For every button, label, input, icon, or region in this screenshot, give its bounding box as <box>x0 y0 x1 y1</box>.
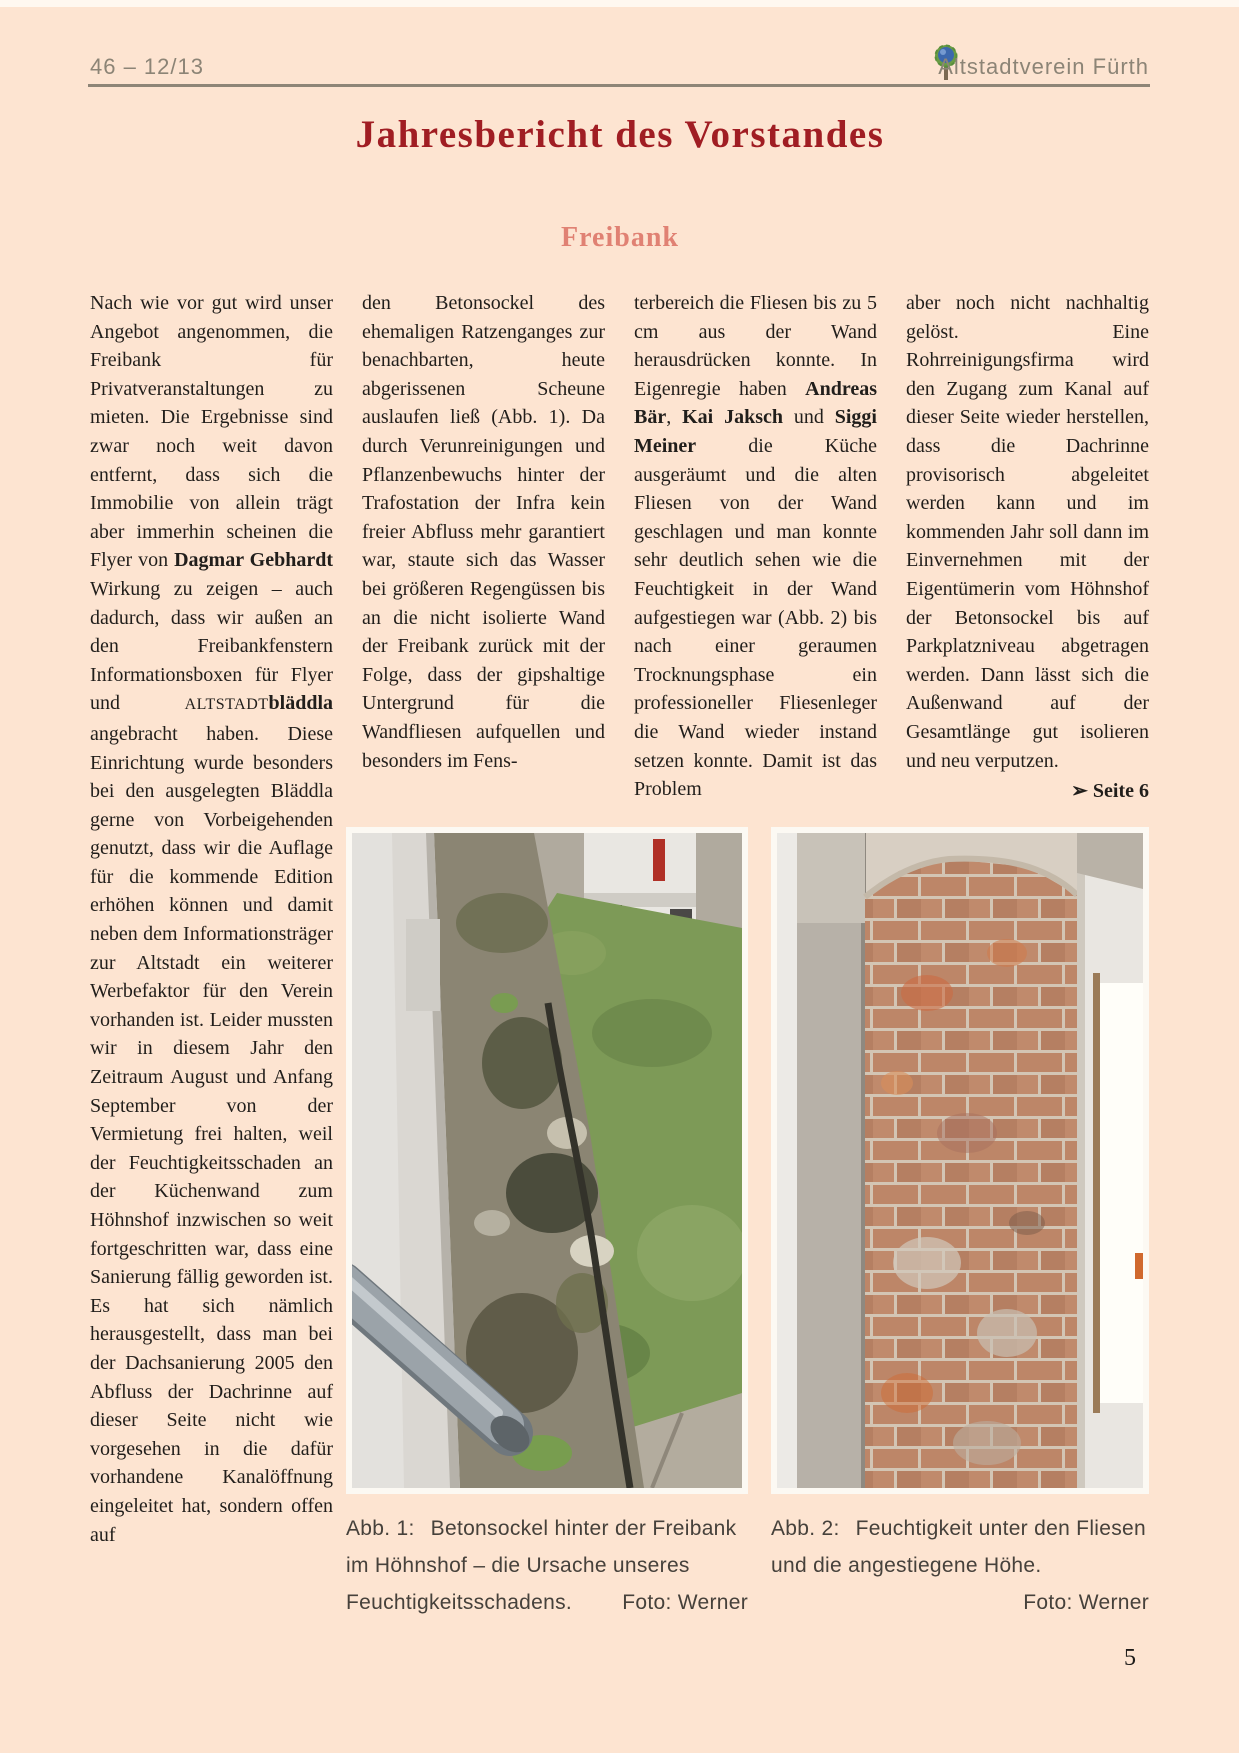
issue-number: 46 – 12/13 <box>90 54 204 79</box>
column-2-text: den Betonsockel des ehemaligen Ratzenganges zur benachbarten, heute abgerissenen Scheune auslaufen ließ (Abb. 1). Da durch Verunreinigungen und Pflanzenbewuchs hinter der Trafostation der Infra kein freier Abfluss mehr garantiert war, staute sich das Wasser bei größeren Regengüssen bis an die nicht isolierte Wand der Freibank zurück mit der Folge, dass der gipshaltige Untergrund für die Wandfliesen aufquellen und besonders im Fens- <box>362 292 605 772</box>
continue-to-page-link: ➢ Seite 6 <box>1071 780 1149 803</box>
figure-1 <box>346 827 748 1621</box>
column-3-text: terbereich die Fliesen bis zu 5 cm aus der Wand herausdrücken konnte. In Eigenregie haben Andreas Bär, Kai Jaksch und Siggi Meiner die Küche ausgeräumt und die alten Fliesen von der Wand geschlagen und man konnte sehr deutlich sehen wie die Feuchtigkeit in der Wand aufgestiegen war (Abb. 2) bis nach einer geraumen Trocknungsphase ein professioneller Fliesenleger die Wand wieder instand setzen konnte. Damit ist das Problem <box>634 292 877 801</box>
figure-2-label: Abb. 2: <box>771 1517 840 1540</box>
text-column-1 <box>90 289 333 1549</box>
header-rule <box>88 84 1150 87</box>
text-column-3 <box>634 289 877 804</box>
column-1-text: Nach wie vor gut wird unser Angebot angenommen, die Freibank für Privatveranstaltungen zu mieten. Die Ergebnisse sind zwar noch weit davon entfernt, dass sich die Immobilie von allein trägt aber immerhin scheinen die Flyer von Dagmar Gebhardt Wirkung zu zeigen – auch dadurch, dass wir außen an den Freibankfenstern Informationsboxen für Flyer und ALTSTADTbläddla angebracht haben. Diese Einrichtung wurde besonders bei den ausgelegten Bläddla gerne von Vorbeigehenden genutzt, dass wir die Auflage für die kommende Edition erhöhen können und damit neben dem Informationsträger zur Altstadt ein weiterer Werbefaktor für den Verein vorhanden ist. Leider mussten wir in diesem Jahr den Zeitraum August und Anfang September von der Vermietung frei halten, weil der Feuchtigkeitsschaden an der Küchenwand zum Höhnshof inzwischen so weit fortgeschritten war, dass eine Sanierung fällig geworden ist. Es hat sich nämlich herausgestellt, dass man bei der Dachsanierung 2005 den Abfluss der Dachrinne auf dieser Seite nicht wie vorgesehen in die dafür vorhandene Kanalöffnung eingeleitet hat, sondern offen auf <box>90 292 333 1546</box>
figure-1-label: Abb. 1: <box>346 1517 415 1540</box>
page-title: Jahresbericht des Vorstandes <box>355 113 885 156</box>
page-number: 5 <box>1124 1645 1136 1671</box>
figure-2-caption <box>771 1510 1149 1614</box>
page-top-edge <box>0 0 1239 7</box>
figure-1-caption-text: Betonsockel hinter der Freibank im Höhnshof – die Ursache unseres Feuchtigkeitsschadens. <box>346 1517 737 1614</box>
exposed-brick-wall-photo <box>771 827 1149 1494</box>
section-title: Freibank <box>561 222 679 253</box>
column-4-text: aber noch nicht nachhaltig gelöst. Eine Rohrreinigungsfirma wird den Zugang zum Kanal auf dieser Seite wieder herstellen, dass die Dachrinne provisorisch abgeleitet werden kann und im kommenden Jahr soll dann im Einvernehmen mit der Eigentümerin vom Höhnshof der Betonsockel bis auf Parkplatzniveau abgetragen werden. Dann lässt sich die Außenwand auf der Gesamtlänge gut isolieren und neu verputzen. <box>906 292 1149 772</box>
figure-1-credit: Foto: Werner <box>622 1591 748 1614</box>
brand-name: Altstadtverein Fürth <box>938 54 1149 79</box>
text-column-2 <box>362 289 605 775</box>
text-column-4 <box>906 289 1149 806</box>
figure-2-caption-text: Feuchtigkeit unter den Fliesen und die angestiegene Höhe. <box>771 1517 1146 1577</box>
figure-2-credit: Foto: Werner <box>1023 1591 1149 1614</box>
figure-2 <box>771 827 1149 1621</box>
figure-1-caption <box>346 1510 748 1621</box>
concrete-base-courtyard-photo <box>346 827 748 1494</box>
